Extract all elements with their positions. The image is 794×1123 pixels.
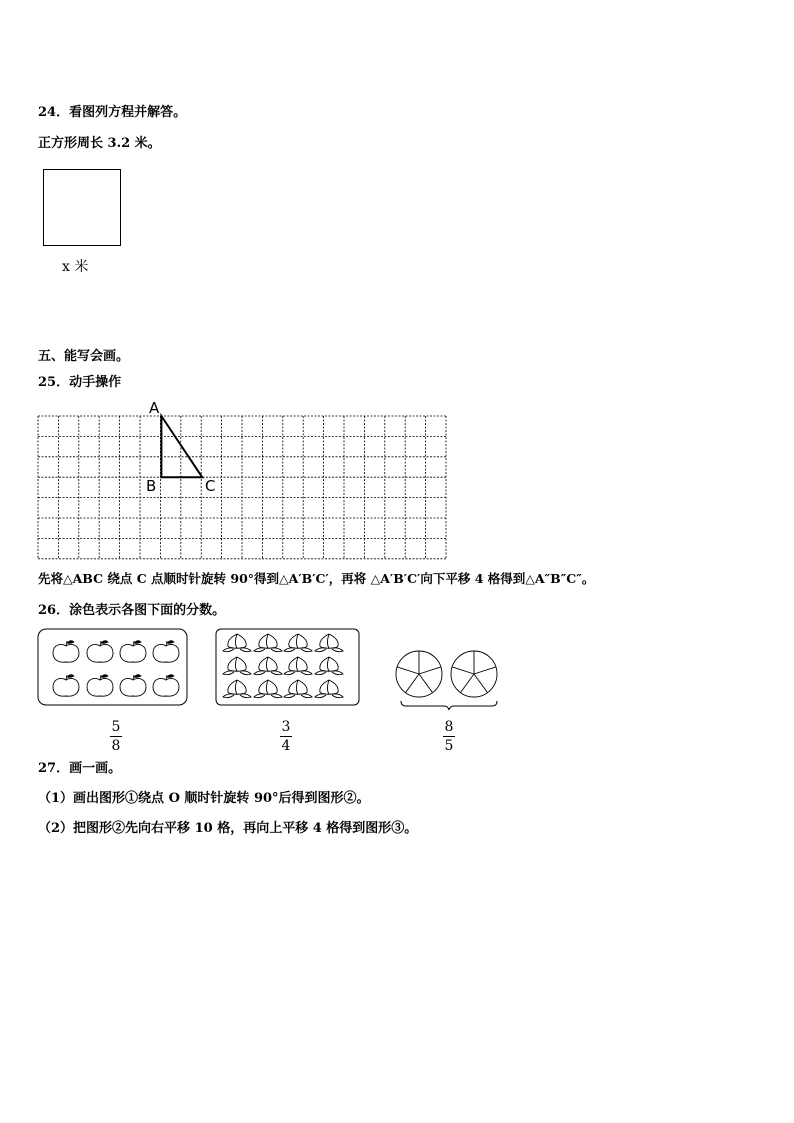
q24-title: 24．看图列方程并解答。 [38, 105, 187, 120]
q26-title: 26．涂色表示各图下面的分数。 [38, 603, 226, 618]
point-a-label: A [149, 399, 160, 417]
fraction-denominator: 5 [444, 738, 454, 754]
peaches-frame [216, 629, 359, 705]
pie-icon [396, 651, 442, 697]
peach-icon [254, 657, 282, 675]
apple-icon [153, 675, 179, 696]
fraction-numerator: 8 [444, 719, 454, 735]
fraction-peaches [271, 720, 301, 753]
fraction-numerator: 3 [281, 719, 291, 735]
q27-title: 27．画一画。 [38, 761, 122, 776]
apple-icon [87, 675, 113, 696]
fraction-denominator: 8 [111, 738, 121, 754]
peach-icon [254, 680, 282, 698]
apple-icon [53, 641, 79, 662]
peach-icon [315, 680, 343, 698]
pie-icon [451, 651, 497, 697]
point-b-label: B [146, 477, 157, 495]
fraction-apples [101, 720, 131, 753]
peach-icons [223, 634, 343, 698]
fraction-pies [434, 720, 464, 753]
apples-frame [38, 629, 187, 705]
peach-icon [254, 634, 282, 652]
apple-icons [53, 641, 179, 696]
peach-icon [223, 680, 251, 698]
q24-condition: 正方形周长 3.2 米。 [38, 136, 161, 151]
apple-icon [53, 675, 79, 696]
q25-instruction: 先将△ABC 绕点 C 点顺时针旋转 90°得到△A′B′C′，再将 △A′B′C′向下平移 4 格得到△A″B″C″。 [38, 571, 595, 586]
q25-title: 25．动手操作 [38, 375, 122, 390]
peach-icon [284, 634, 312, 652]
fraction-numerator: 5 [111, 719, 121, 735]
pie-icons [396, 651, 497, 697]
peach-icon [223, 657, 251, 675]
fraction-denominator: 4 [281, 738, 291, 754]
apple-icon [120, 641, 146, 662]
q27-item-1: （1）画出图形①绕点 O 顺时针旋转 90°后得到图形②。 [38, 791, 370, 806]
apple-icon [120, 675, 146, 696]
point-c-label: C [205, 477, 216, 495]
q27-item-2: （2）把图形②先向右平移 10 格，再向上平移 4 格得到图形③。 [38, 821, 418, 836]
apple-icon [87, 641, 113, 662]
square-side-label: x 米 [62, 259, 89, 275]
section-5-title: 五、能写会画。 [38, 349, 130, 364]
peach-icon [315, 634, 343, 652]
peach-icon [223, 634, 251, 652]
peach-icon [315, 657, 343, 675]
peach-icon [284, 657, 312, 675]
brace [401, 701, 497, 710]
apple-icon [153, 641, 179, 662]
peach-icon [284, 680, 312, 698]
